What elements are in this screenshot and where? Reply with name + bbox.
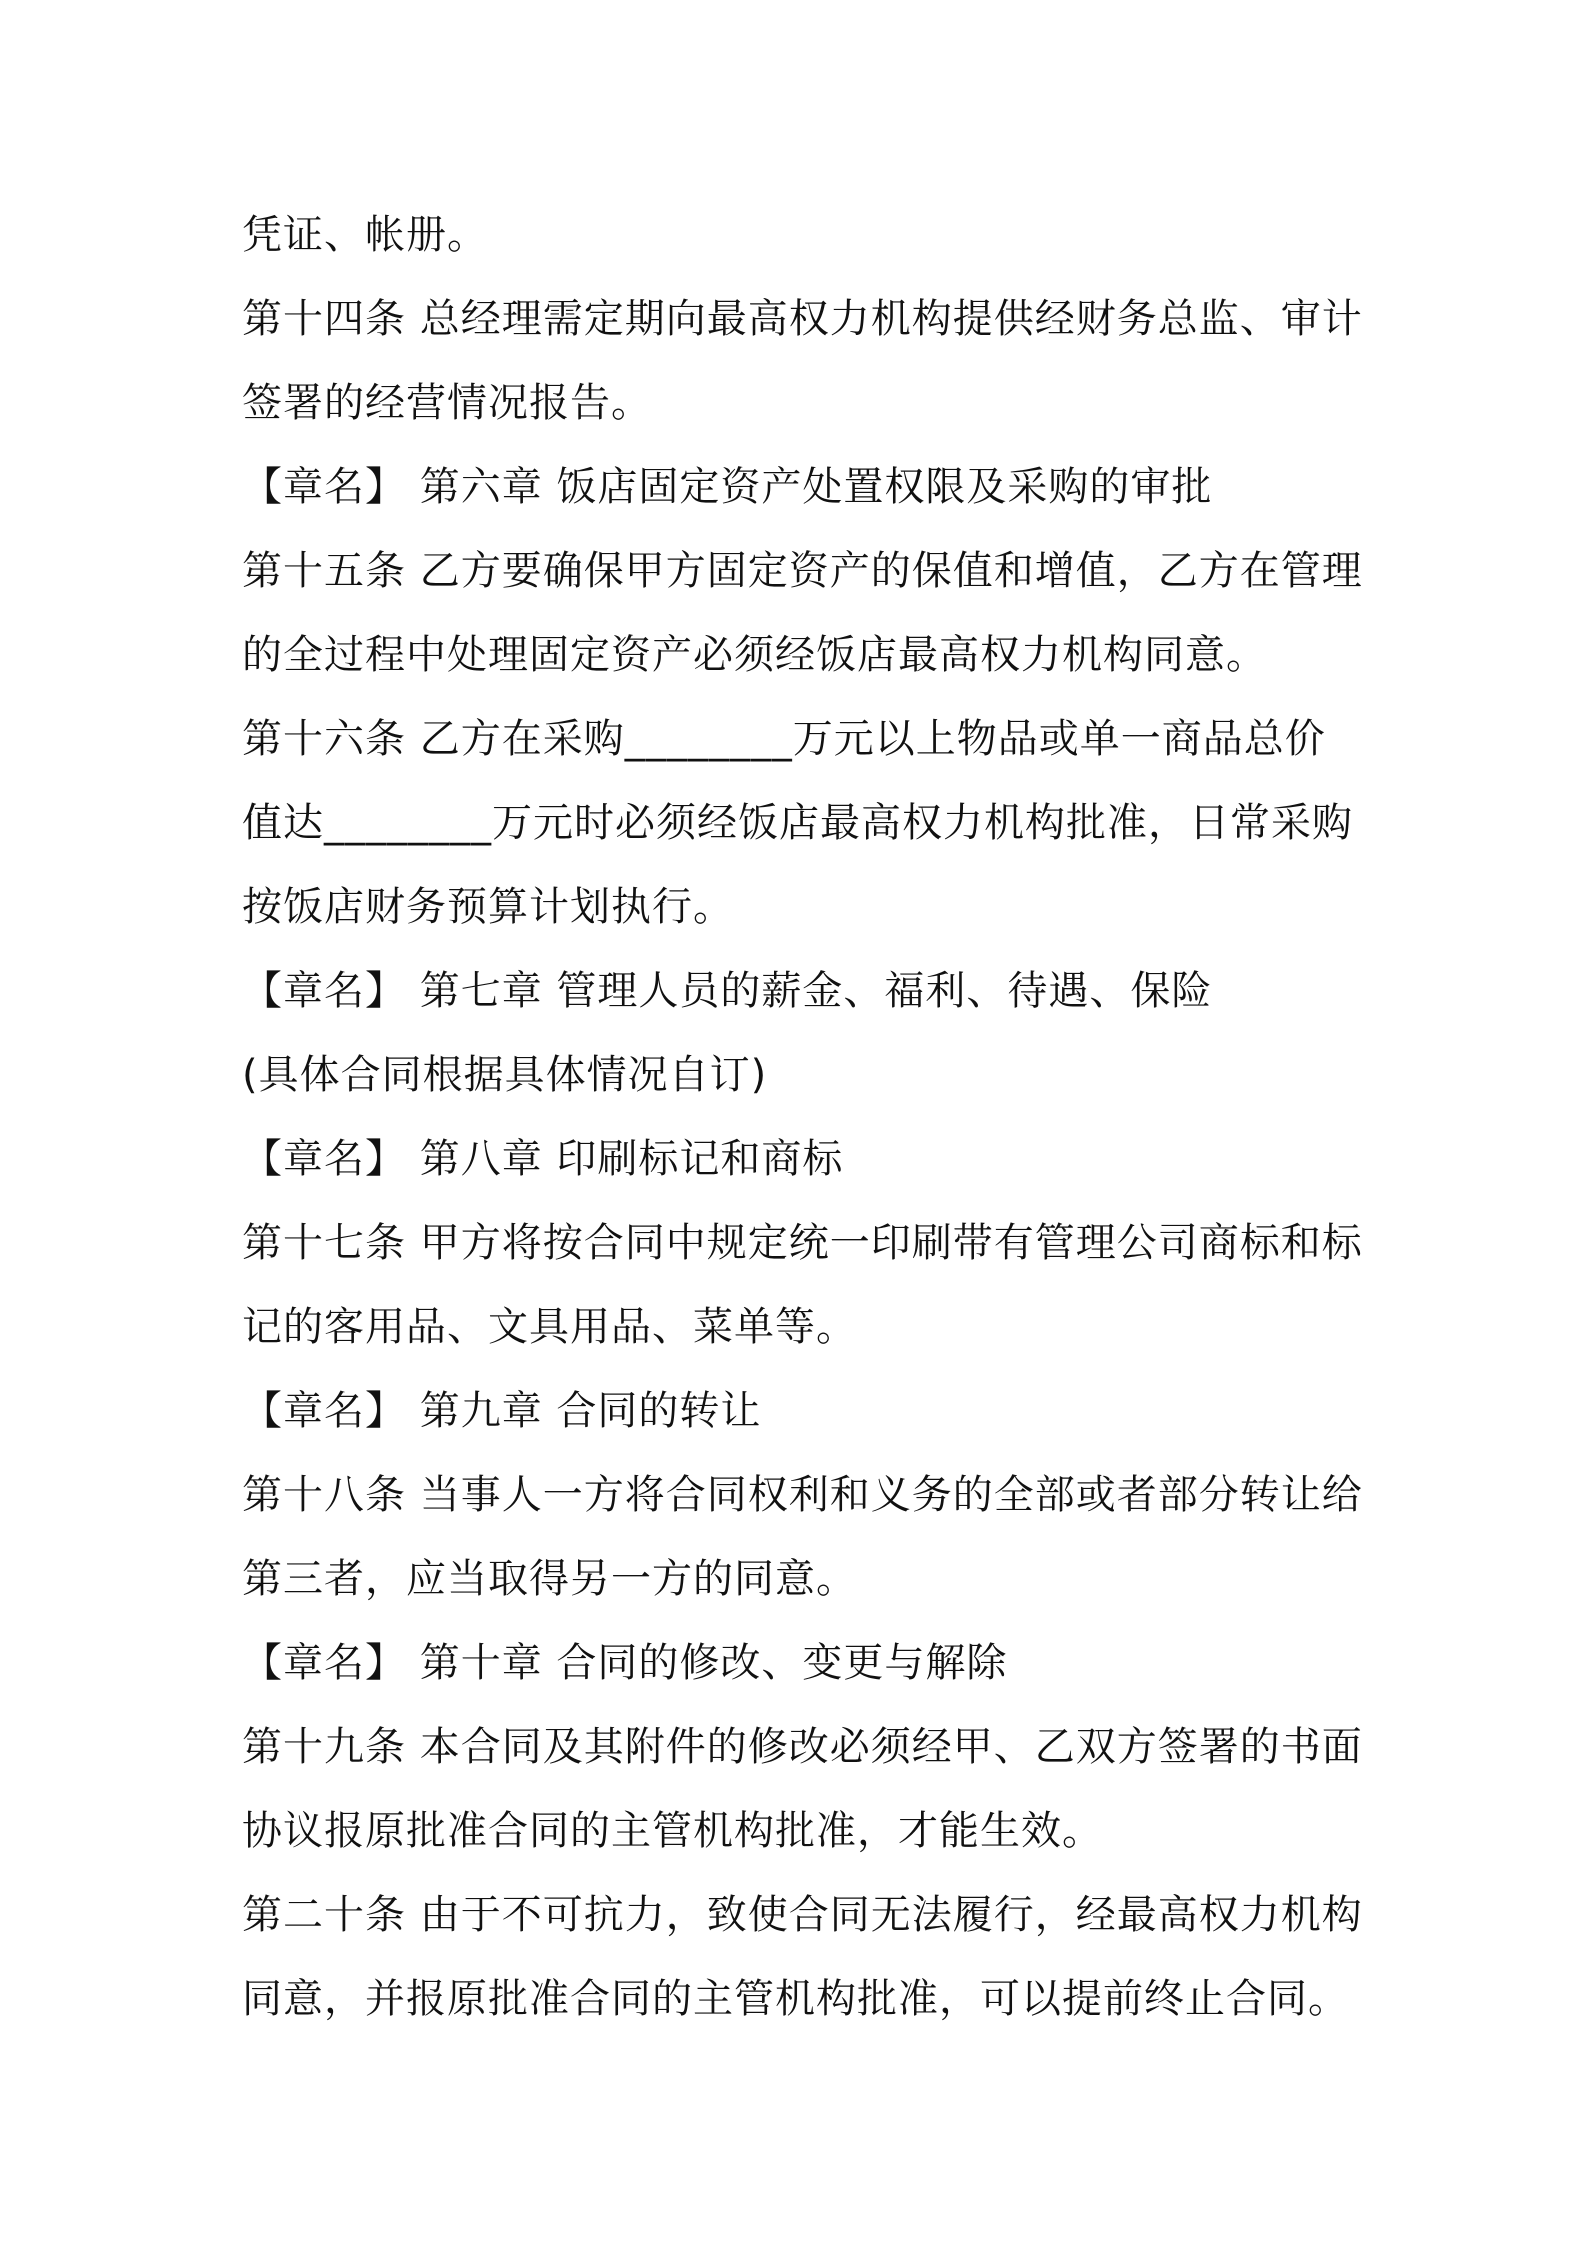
article-18-line-2: 第三者，应当取得另一方的同意。 — [242, 1556, 857, 1602]
article-16-line-3: 按饭店财务预算计划执行。 — [242, 884, 734, 930]
document-body — [242, 193, 1362, 2041]
article-17-line-2: 记的客用品、文具用品、菜单等。 — [242, 1304, 857, 1350]
article-14-line-2: 签署的经营情况报告。 — [242, 380, 652, 426]
article-16-line-2: 值达________万元时必须经饭店最高权力机构批准，日常采购 — [242, 800, 1353, 846]
chapter-8-heading: 【章名】 第八章 印刷标记和商标 — [242, 1136, 844, 1182]
chapter-9-heading: 【章名】 第九章 合同的转让 — [242, 1388, 762, 1434]
chapter-7-note: (具体合同根据具体情况自订) — [242, 1052, 768, 1098]
article-18-line-1: 第十八条 当事人一方将合同权利和义务的全部或者部分转让给 — [242, 1472, 1363, 1518]
article-16-line-1: 第十六条 乙方在采购________万元以上物品或单一商品总价 — [242, 716, 1326, 762]
article-15-line-2: 的全过程中处理固定资产必须经饭店最高权力机构同意。 — [242, 632, 1267, 678]
article-19-line-2: 协议报原批准合同的主管机构批准，才能生效。 — [242, 1808, 1103, 1854]
article-20-line-1: 第二十条 由于不可抗力，致使合同无法履行，经最高权力机构 — [242, 1892, 1363, 1938]
chapter-7-heading: 【章名】 第七章 管理人员的薪金、福利、待遇、保险 — [242, 968, 1213, 1014]
text-line: 凭证、帐册。 — [242, 212, 488, 258]
article-20-line-2: 同意，并报原批准合同的主管机构批准，可以提前终止合同。 — [242, 1976, 1349, 2022]
article-14-line-1: 第十四条 总经理需定期向最高权力机构提供经财务总监、审计 — [242, 296, 1363, 342]
chapter-6-heading: 【章名】 第六章 饭店固定资产处置权限及采购的审批 — [242, 464, 1213, 510]
article-19-line-1: 第十九条 本合同及其附件的修改必须经甲、乙双方签署的书面 — [242, 1724, 1363, 1770]
article-17-line-1: 第十七条 甲方将按合同中规定统一印刷带有管理公司商标和标 — [242, 1220, 1363, 1266]
chapter-10-heading: 【章名】 第十章 合同的修改、变更与解除 — [242, 1640, 1008, 1686]
article-15-line-1: 第十五条 乙方要确保甲方固定资产的保值和增值，乙方在管理 — [242, 548, 1363, 594]
